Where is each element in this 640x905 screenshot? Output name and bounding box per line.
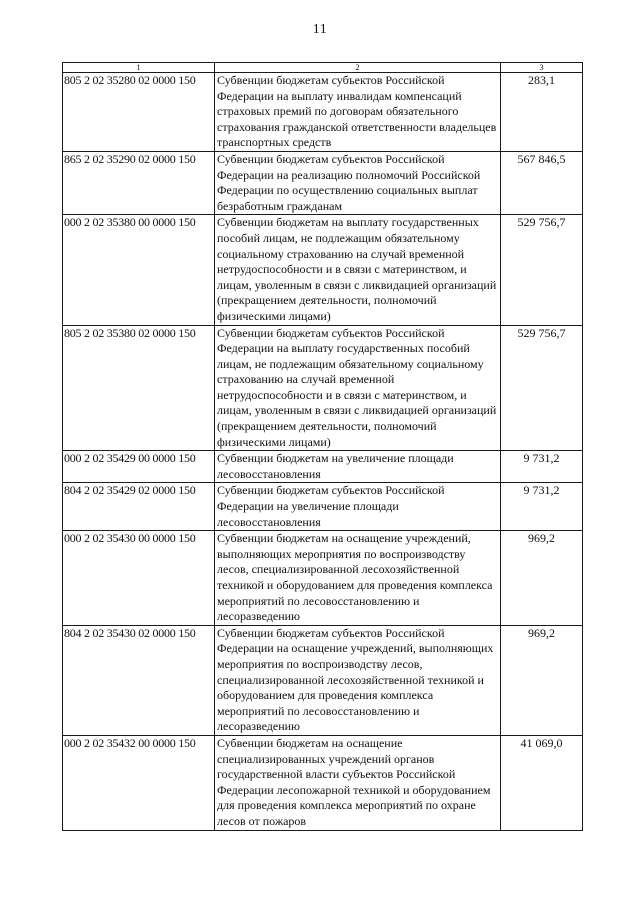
budget-code: 804 2 02 35429 02 0000 150 [63, 483, 215, 531]
budget-code: 000 2 02 35432 00 0000 150 [63, 735, 215, 830]
column-header-amount: 3 [501, 63, 583, 73]
budget-code: 000 2 02 35429 00 0000 150 [63, 451, 215, 483]
page-number: 11 [312, 22, 328, 37]
budget-amount: 529 756,7 [501, 215, 583, 325]
table-row [63, 73, 583, 152]
budget-code: 805 2 02 35380 02 0000 150 [63, 325, 215, 451]
budget-amount: 969,2 [501, 531, 583, 626]
table-row [63, 531, 583, 626]
budget-amount: 567 846,5 [501, 151, 583, 214]
budget-item-name: Субвенции бюджетам на оснащение специализированных учреждений органов государственной власти субъектов Российской Федерации лесопожарной техникой и оборудованием для проведения комплекса мероприятий по охране лесов от пожаров [215, 735, 501, 830]
budget-item-name: Субвенции бюджетам на увеличение площади лесовосстановления [215, 451, 501, 483]
budget-code: 000 2 02 35380 00 0000 150 [63, 215, 215, 325]
table-row [63, 483, 583, 531]
budget-amount: 529 756,7 [501, 325, 583, 451]
table-header [63, 63, 583, 73]
budget-item-name: Субвенции бюджетам субъектов Российской Федерации на выплату инвалидам компенсаций страховых премий по договорам обязательного страхования гражданской ответственности владельцев транспортных средств [215, 73, 501, 152]
column-header-code: 1 [63, 63, 215, 73]
budget-code: 805 2 02 35280 02 0000 150 [63, 73, 215, 152]
budget-item-name: Субвенции бюджетам на оснащение учреждений, выполняющих мероприятия по воспроизводству лесов, специализированной лесохозяйственной техникой и оборудованием для проведения комплекса мероприятий по лесовосстановлению и лесоразведению [215, 531, 501, 626]
budget-amount: 9 731,2 [501, 451, 583, 483]
header-row [63, 63, 583, 73]
table-row [63, 735, 583, 830]
budget-amount: 283,1 [501, 73, 583, 152]
table-row [63, 151, 583, 214]
budget-item-name: Субвенции бюджетам субъектов Российской Федерации на увеличение площади лесовосстановления [215, 483, 501, 531]
budget-code: 000 2 02 35430 00 0000 150 [63, 531, 215, 626]
table-row [63, 325, 583, 451]
budget-item-name: Субвенции бюджетам на выплату государственных пособий лицам, не подлежащим обязательному социальному страхованию на случай временной нетрудоспособности и в связи с материнством, и лицам, уволенным в связи с ликвидацией организаций (прекращением деятельности, полномочий физическими лицами) [215, 215, 501, 325]
budget-item-name: Субвенции бюджетам субъектов Российской Федерации на выплату государственных пособий лицам, не подлежащим обязательному социальному страхованию на случай временной нетрудоспособности и в связи с материнством, и лицам, уволенным в связи с ликвидацией организаций (прекращением деятельности, полномочий физическими лицами) [215, 325, 501, 451]
budget-item-name: Субвенции бюджетам субъектов Российской Федерации на реализацию полномочий Российской Федерации по осуществлению социальных выплат безработным гражданам [215, 151, 501, 214]
table-row [63, 451, 583, 483]
budget-amount: 969,2 [501, 625, 583, 735]
budget-code: 865 2 02 35290 02 0000 150 [63, 151, 215, 214]
budget-table [62, 62, 583, 831]
budget-item-name: Субвенции бюджетам субъектов Российской Федерации на оснащение учреждений, выполняющих мероприятия по воспроизводству лесов, специализированной лесохозяйственной техникой и оборудованием для проведения комплекса мероприятий по лесовосстановлению и лесоразведению [215, 625, 501, 735]
table-row [63, 215, 583, 325]
column-header-name: 2 [215, 63, 501, 73]
budget-amount: 41 069,0 [501, 735, 583, 830]
table-body [63, 73, 583, 831]
table-row [63, 625, 583, 735]
budget-code: 804 2 02 35430 02 0000 150 [63, 625, 215, 735]
budget-amount: 9 731,2 [501, 483, 583, 531]
